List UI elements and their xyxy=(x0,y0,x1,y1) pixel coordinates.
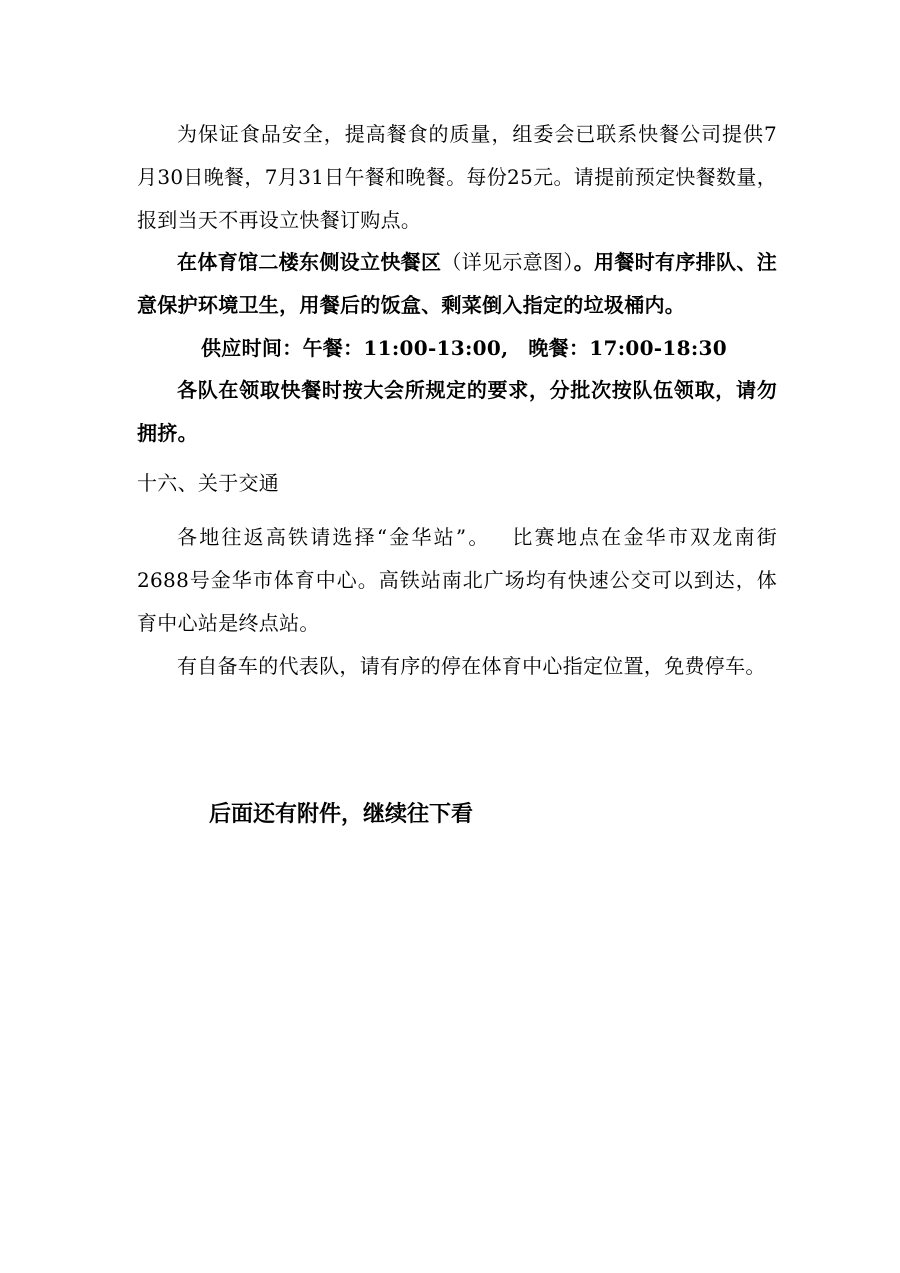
meal-area-bold-text-2: 。用餐时有序排队、注意保护环境卫生，用餐后的饭盒、剩菜倒入指定的垃圾桶内。 xyxy=(137,250,777,317)
meal-supply-time xyxy=(201,327,781,370)
meal-area-paragraph xyxy=(137,241,777,327)
section-heading-traffic: 十六、关于交通 xyxy=(137,471,280,495)
traffic-rail-station: 各地往返高铁请选择“金华站”。 xyxy=(177,525,491,549)
attachment-notice: 后面还有附件，继续往下看 xyxy=(209,802,474,827)
supply-time-lunch: 供应时间：午餐：11:00-13:00, xyxy=(201,336,509,360)
meal-pickup-paragraph: 各队在领取快餐时按大会所规定的要求，分批次按队伍领取，请勿拥挤。 xyxy=(137,378,777,445)
supply-time-dinner: 晚餐：17:00-18:30 xyxy=(528,336,727,360)
meal-area-note: （详见示意图） xyxy=(441,250,574,274)
meal-intro-paragraph: 为保证食品安全，提高餐食的质量，组委会已联系快餐公司提供7月30日晚餐，7月31日午餐和晚餐。每份25元。请提前预定快餐数量，报到当天不再设立快餐订购点。 xyxy=(137,122,777,232)
meal-area-bold-text-1: 在体育馆二楼东侧设立快餐区 xyxy=(177,250,442,274)
traffic-rail-paragraph xyxy=(137,516,777,645)
traffic-parking-paragraph: 有自备车的代表队，请有序的停在体育中心指定位置，免费停车。 xyxy=(177,654,766,678)
traffic-rail-venue: 比赛地点在金华市双龙南街2688号金华市体育中心。高铁站南北广场均有快速公交可以到达，体育中心站是终点站。 xyxy=(137,525,777,635)
